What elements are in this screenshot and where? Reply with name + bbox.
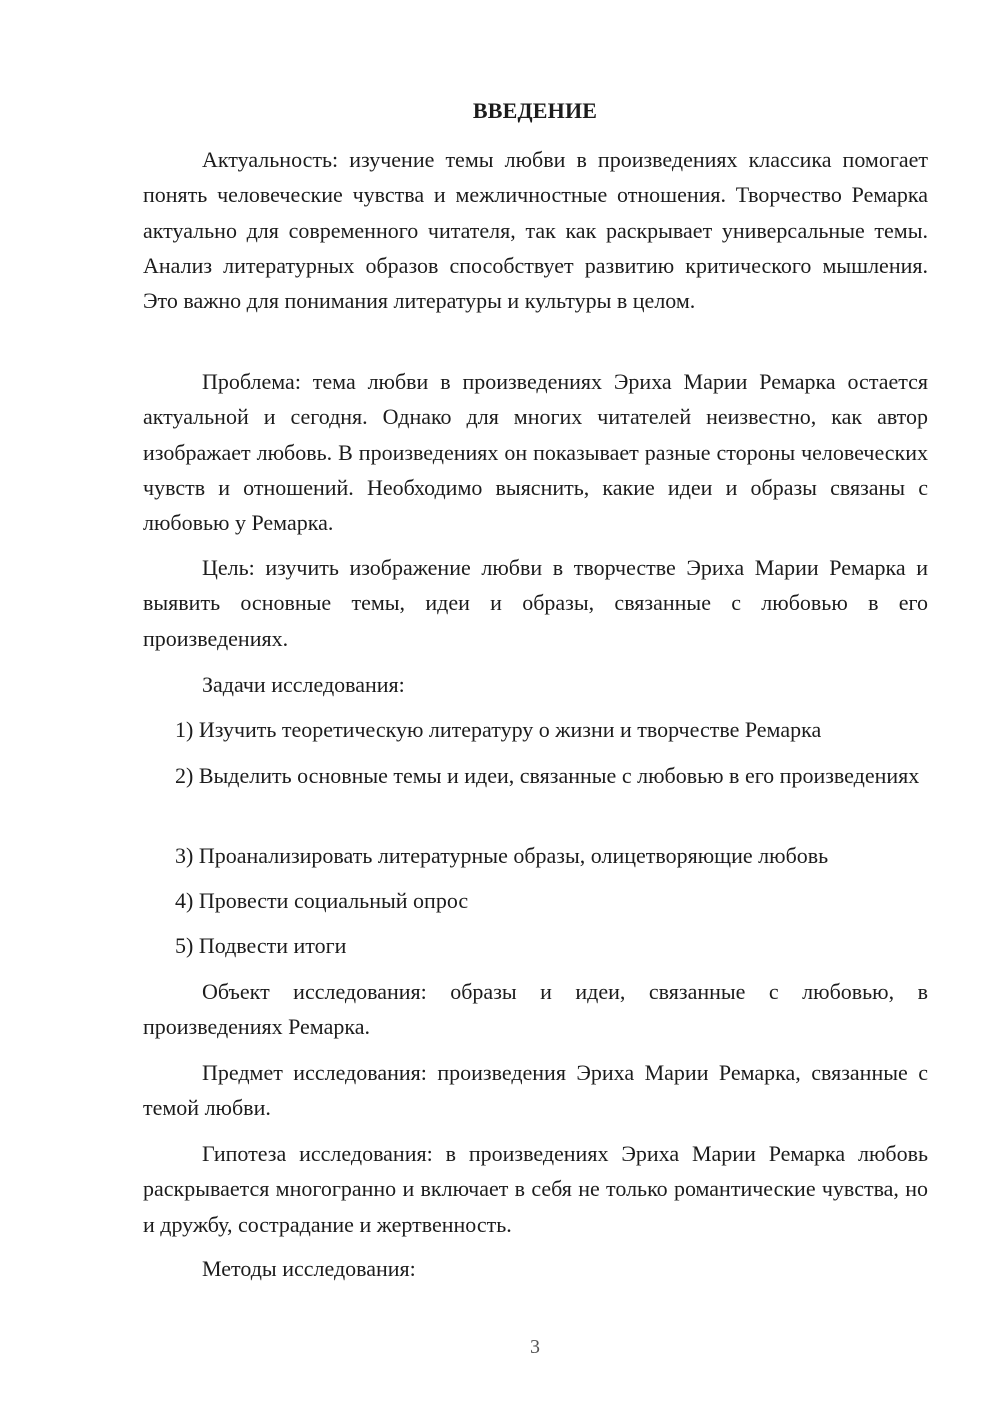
task-item: 5) Подвести итоги — [175, 933, 347, 958]
paragraph-goal: Цель: изучить изображение любви в творчестве Эриха Марии Ремарка и выявить основные темы, идеи и образы, связанные с любовью в его произведениях. — [143, 555, 928, 651]
paragraph-subject: Предмет исследования: произведения Эриха Марии Ремарка, связанные с темой любви. — [143, 1060, 928, 1121]
paragraph-object: Объект исследования: образы и идеи, связанные с любовью, в произведениях Ремарка. — [143, 979, 928, 1040]
section-heading: ВВЕДЕНИЕ — [472, 98, 598, 123]
task-item: 3) Проанализировать литературные образы, олицетворяющие любовь — [175, 843, 829, 868]
paragraph-relevance: Актуальность: изучение темы любви в произведениях классика помогает понять человеческие чувства и межличностные отношения. Творчество Ремарка актуально для современного читателя, так как раскрывает универсальные темы. Анализ литературных образов способствует развитию критического мышления. Это важно для понимания литературы и культуры в целом. — [143, 147, 928, 314]
page-number: 3 — [530, 1336, 540, 1358]
task-item: 4) Провести социальный опрос — [175, 888, 469, 913]
paragraph-problem: Проблема: тема любви в произведениях Эриха Марии Ремарка остается актуальной и сегодня. Однако для многих читателей неизвестно, как автор изображает любовь. В произведениях он показывает разные стороны человеческих чувств и отношений. Необходимо выяснить, какие идеи и образы связаны с любовью у Ремарка. — [143, 369, 928, 536]
task-item: 1) Изучить теоретическую литературу о жизни и творчестве Ремарка — [175, 717, 822, 742]
task-item: 2) Выделить основные темы и идеи, связанные с любовью в его произведениях — [175, 763, 920, 788]
tasks-title: Задачи исследования: — [202, 672, 405, 697]
methods-title: Методы исследования: — [202, 1256, 416, 1281]
paragraph-hypothesis: Гипотеза исследования: в произведениях Эриха Марии Ремарка любовь раскрывается многогранно и включает в себя не только романтические чувства, но и дружбу, сострадание и жертвенность. — [143, 1141, 928, 1237]
